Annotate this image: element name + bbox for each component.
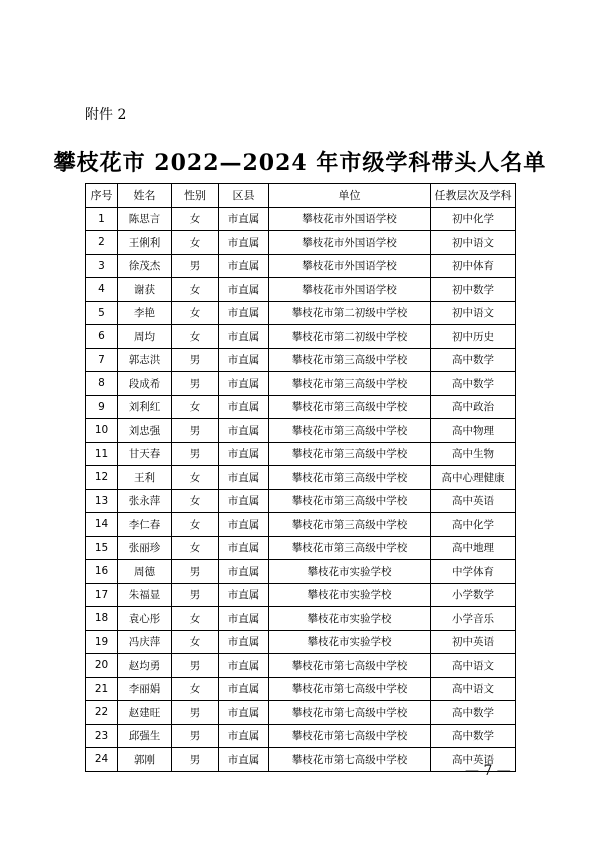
cell-gender: 男 <box>172 348 219 372</box>
table-row <box>86 372 516 396</box>
cell-district: 市直属 <box>219 583 269 607</box>
cell-school: 攀枝花市第三高级中学校 <box>269 442 431 466</box>
cell-gender: 女 <box>172 677 219 701</box>
table-row <box>86 466 516 490</box>
cell-school: 攀枝花市第三高级中学校 <box>269 489 431 513</box>
cell-school: 攀枝花市第三高级中学校 <box>269 348 431 372</box>
cell-district: 市直属 <box>219 677 269 701</box>
cell-subject: 小学音乐 <box>431 607 516 631</box>
cell-school: 攀枝花市第三高级中学校 <box>269 513 431 537</box>
cell-name: 郭刚 <box>118 748 172 772</box>
cell-name: 陈思言 <box>118 207 172 231</box>
cell-subject: 高中化学 <box>431 513 516 537</box>
cell-gender: 男 <box>172 442 219 466</box>
cell-gender: 女 <box>172 630 219 654</box>
cell-name: 段成希 <box>118 372 172 396</box>
cell-district: 市直属 <box>219 560 269 584</box>
cell-school: 攀枝花市实验学校 <box>269 583 431 607</box>
cell-district: 市直属 <box>219 207 269 231</box>
cell-subject: 高中心理健康 <box>431 466 516 490</box>
cell-gender: 男 <box>172 419 219 443</box>
cell-index: 14 <box>86 513 118 537</box>
cell-school: 攀枝花市外国语学校 <box>269 254 431 278</box>
cell-gender: 女 <box>172 325 219 349</box>
cell-subject: 初中化学 <box>431 207 516 231</box>
column-header-name: 姓名 <box>118 184 172 208</box>
cell-name: 徐茂杰 <box>118 254 172 278</box>
cell-index: 9 <box>86 395 118 419</box>
cell-gender: 男 <box>172 372 219 396</box>
table-row <box>86 489 516 513</box>
table-row <box>86 301 516 325</box>
cell-district: 市直属 <box>219 372 269 396</box>
table-row <box>86 583 516 607</box>
cell-gender: 男 <box>172 701 219 725</box>
cell-name: 刘忠强 <box>118 419 172 443</box>
table-row <box>86 630 516 654</box>
cell-school: 攀枝花市实验学校 <box>269 607 431 631</box>
cell-index: 13 <box>86 489 118 513</box>
column-header-gender: 性别 <box>172 184 219 208</box>
cell-subject: 初中英语 <box>431 630 516 654</box>
cell-district: 市直属 <box>219 607 269 631</box>
cell-school: 攀枝花市第三高级中学校 <box>269 372 431 396</box>
cell-name: 甘天春 <box>118 442 172 466</box>
table-row <box>86 607 516 631</box>
cell-school: 攀枝花市第七高级中学校 <box>269 701 431 725</box>
cell-gender: 女 <box>172 466 219 490</box>
cell-index: 15 <box>86 536 118 560</box>
cell-name: 朱福显 <box>118 583 172 607</box>
cell-subject: 初中语文 <box>431 231 516 255</box>
cell-index: 4 <box>86 278 118 302</box>
column-header-district: 区县 <box>219 184 269 208</box>
table-header-row <box>86 184 516 208</box>
cell-district: 市直属 <box>219 231 269 255</box>
cell-district: 市直属 <box>219 489 269 513</box>
cell-index: 8 <box>86 372 118 396</box>
page-number: — 7 — <box>465 763 511 779</box>
cell-school: 攀枝花市外国语学校 <box>269 231 431 255</box>
cell-gender: 女 <box>172 489 219 513</box>
cell-school: 攀枝花市实验学校 <box>269 630 431 654</box>
cell-school: 攀枝花市实验学校 <box>269 560 431 584</box>
cell-index: 22 <box>86 701 118 725</box>
table-row <box>86 654 516 678</box>
cell-gender: 女 <box>172 207 219 231</box>
cell-gender: 男 <box>172 254 219 278</box>
table-row <box>86 325 516 349</box>
cell-school: 攀枝花市外国语学校 <box>269 207 431 231</box>
table-row <box>86 536 516 560</box>
cell-name: 李丽娟 <box>118 677 172 701</box>
cell-name: 刘利红 <box>118 395 172 419</box>
column-header-subject: 任教层次及学科 <box>431 184 516 208</box>
cell-gender: 女 <box>172 301 219 325</box>
cell-index: 24 <box>86 748 118 772</box>
cell-gender: 女 <box>172 513 219 537</box>
cell-district: 市直属 <box>219 630 269 654</box>
table-row <box>86 748 516 772</box>
cell-district: 市直属 <box>219 278 269 302</box>
column-header-school: 单位 <box>269 184 431 208</box>
cell-district: 市直属 <box>219 536 269 560</box>
cell-name: 郭志洪 <box>118 348 172 372</box>
cell-subject: 初中数学 <box>431 278 516 302</box>
cell-index: 7 <box>86 348 118 372</box>
cell-name: 王俐利 <box>118 231 172 255</box>
cell-gender: 男 <box>172 583 219 607</box>
cell-school: 攀枝花市第二初级中学校 <box>269 301 431 325</box>
cell-index: 6 <box>86 325 118 349</box>
cell-school: 攀枝花市第七高级中学校 <box>269 748 431 772</box>
cell-district: 市直属 <box>219 254 269 278</box>
table-row <box>86 677 516 701</box>
cell-gender: 男 <box>172 560 219 584</box>
roster-table <box>85 183 516 772</box>
table-row <box>86 278 516 302</box>
cell-school: 攀枝花市第三高级中学校 <box>269 419 431 443</box>
cell-name: 赵建旺 <box>118 701 172 725</box>
cell-name: 王利 <box>118 466 172 490</box>
cell-gender: 女 <box>172 278 219 302</box>
document-title: 攀枝花市 2022—2024 年市级学科带头人名单 <box>53 150 547 176</box>
cell-school: 攀枝花市第七高级中学校 <box>269 677 431 701</box>
table-row <box>86 207 516 231</box>
cell-subject: 中学体育 <box>431 560 516 584</box>
cell-gender: 女 <box>172 395 219 419</box>
cell-index: 18 <box>86 607 118 631</box>
cell-school: 攀枝花市第二初级中学校 <box>269 325 431 349</box>
cell-district: 市直属 <box>219 442 269 466</box>
attachment-label: 附件 2 <box>85 107 127 123</box>
cell-index: 17 <box>86 583 118 607</box>
cell-subject: 高中地理 <box>431 536 516 560</box>
cell-gender: 女 <box>172 607 219 631</box>
table-row <box>86 419 516 443</box>
cell-gender: 男 <box>172 724 219 748</box>
cell-district: 市直属 <box>219 325 269 349</box>
table-body <box>86 207 516 771</box>
cell-subject: 高中数学 <box>431 348 516 372</box>
cell-subject: 高中英语 <box>431 489 516 513</box>
cell-gender: 男 <box>172 654 219 678</box>
cell-index: 1 <box>86 207 118 231</box>
cell-index: 5 <box>86 301 118 325</box>
cell-school: 攀枝花市第七高级中学校 <box>269 654 431 678</box>
cell-index: 2 <box>86 231 118 255</box>
cell-subject: 高中语文 <box>431 677 516 701</box>
cell-index: 23 <box>86 724 118 748</box>
cell-name: 张丽珍 <box>118 536 172 560</box>
table-row <box>86 724 516 748</box>
cell-district: 市直属 <box>219 724 269 748</box>
cell-subject: 高中数学 <box>431 372 516 396</box>
table-row <box>86 513 516 537</box>
cell-district: 市直属 <box>219 654 269 678</box>
cell-district: 市直属 <box>219 701 269 725</box>
cell-school: 攀枝花市第七高级中学校 <box>269 724 431 748</box>
cell-index: 3 <box>86 254 118 278</box>
cell-district: 市直属 <box>219 419 269 443</box>
cell-subject: 高中英语 <box>431 748 516 772</box>
table-row <box>86 701 516 725</box>
cell-gender: 男 <box>172 748 219 772</box>
cell-school: 攀枝花市第三高级中学校 <box>269 395 431 419</box>
cell-name: 张永萍 <box>118 489 172 513</box>
table-row <box>86 560 516 584</box>
cell-gender: 女 <box>172 231 219 255</box>
cell-district: 市直属 <box>219 301 269 325</box>
cell-index: 20 <box>86 654 118 678</box>
cell-name: 赵均勇 <box>118 654 172 678</box>
cell-index: 19 <box>86 630 118 654</box>
cell-name: 冯庆萍 <box>118 630 172 654</box>
cell-subject: 高中语文 <box>431 654 516 678</box>
cell-district: 市直属 <box>219 466 269 490</box>
cell-index: 10 <box>86 419 118 443</box>
cell-subject: 初中语文 <box>431 301 516 325</box>
cell-subject: 高中数学 <box>431 701 516 725</box>
cell-index: 16 <box>86 560 118 584</box>
cell-index: 21 <box>86 677 118 701</box>
cell-subject: 高中物理 <box>431 419 516 443</box>
cell-name: 邱强生 <box>118 724 172 748</box>
cell-subject: 小学数学 <box>431 583 516 607</box>
column-header-index: 序号 <box>86 184 118 208</box>
cell-subject: 高中生物 <box>431 442 516 466</box>
cell-district: 市直属 <box>219 513 269 537</box>
cell-district: 市直属 <box>219 748 269 772</box>
cell-name: 周均 <box>118 325 172 349</box>
table-row <box>86 442 516 466</box>
cell-index: 12 <box>86 466 118 490</box>
cell-index: 11 <box>86 442 118 466</box>
cell-school: 攀枝花市第三高级中学校 <box>269 466 431 490</box>
cell-name: 李仁春 <box>118 513 172 537</box>
cell-subject: 初中历史 <box>431 325 516 349</box>
cell-name: 谢获 <box>118 278 172 302</box>
cell-subject: 初中体育 <box>431 254 516 278</box>
cell-name: 袁心彤 <box>118 607 172 631</box>
cell-school: 攀枝花市外国语学校 <box>269 278 431 302</box>
table-row <box>86 231 516 255</box>
cell-district: 市直属 <box>219 395 269 419</box>
cell-district: 市直属 <box>219 348 269 372</box>
table-row <box>86 348 516 372</box>
cell-subject: 高中政治 <box>431 395 516 419</box>
cell-subject: 高中数学 <box>431 724 516 748</box>
cell-name: 李艳 <box>118 301 172 325</box>
cell-gender: 女 <box>172 536 219 560</box>
cell-school: 攀枝花市第三高级中学校 <box>269 536 431 560</box>
table-row <box>86 395 516 419</box>
table-row <box>86 254 516 278</box>
cell-name: 周德 <box>118 560 172 584</box>
